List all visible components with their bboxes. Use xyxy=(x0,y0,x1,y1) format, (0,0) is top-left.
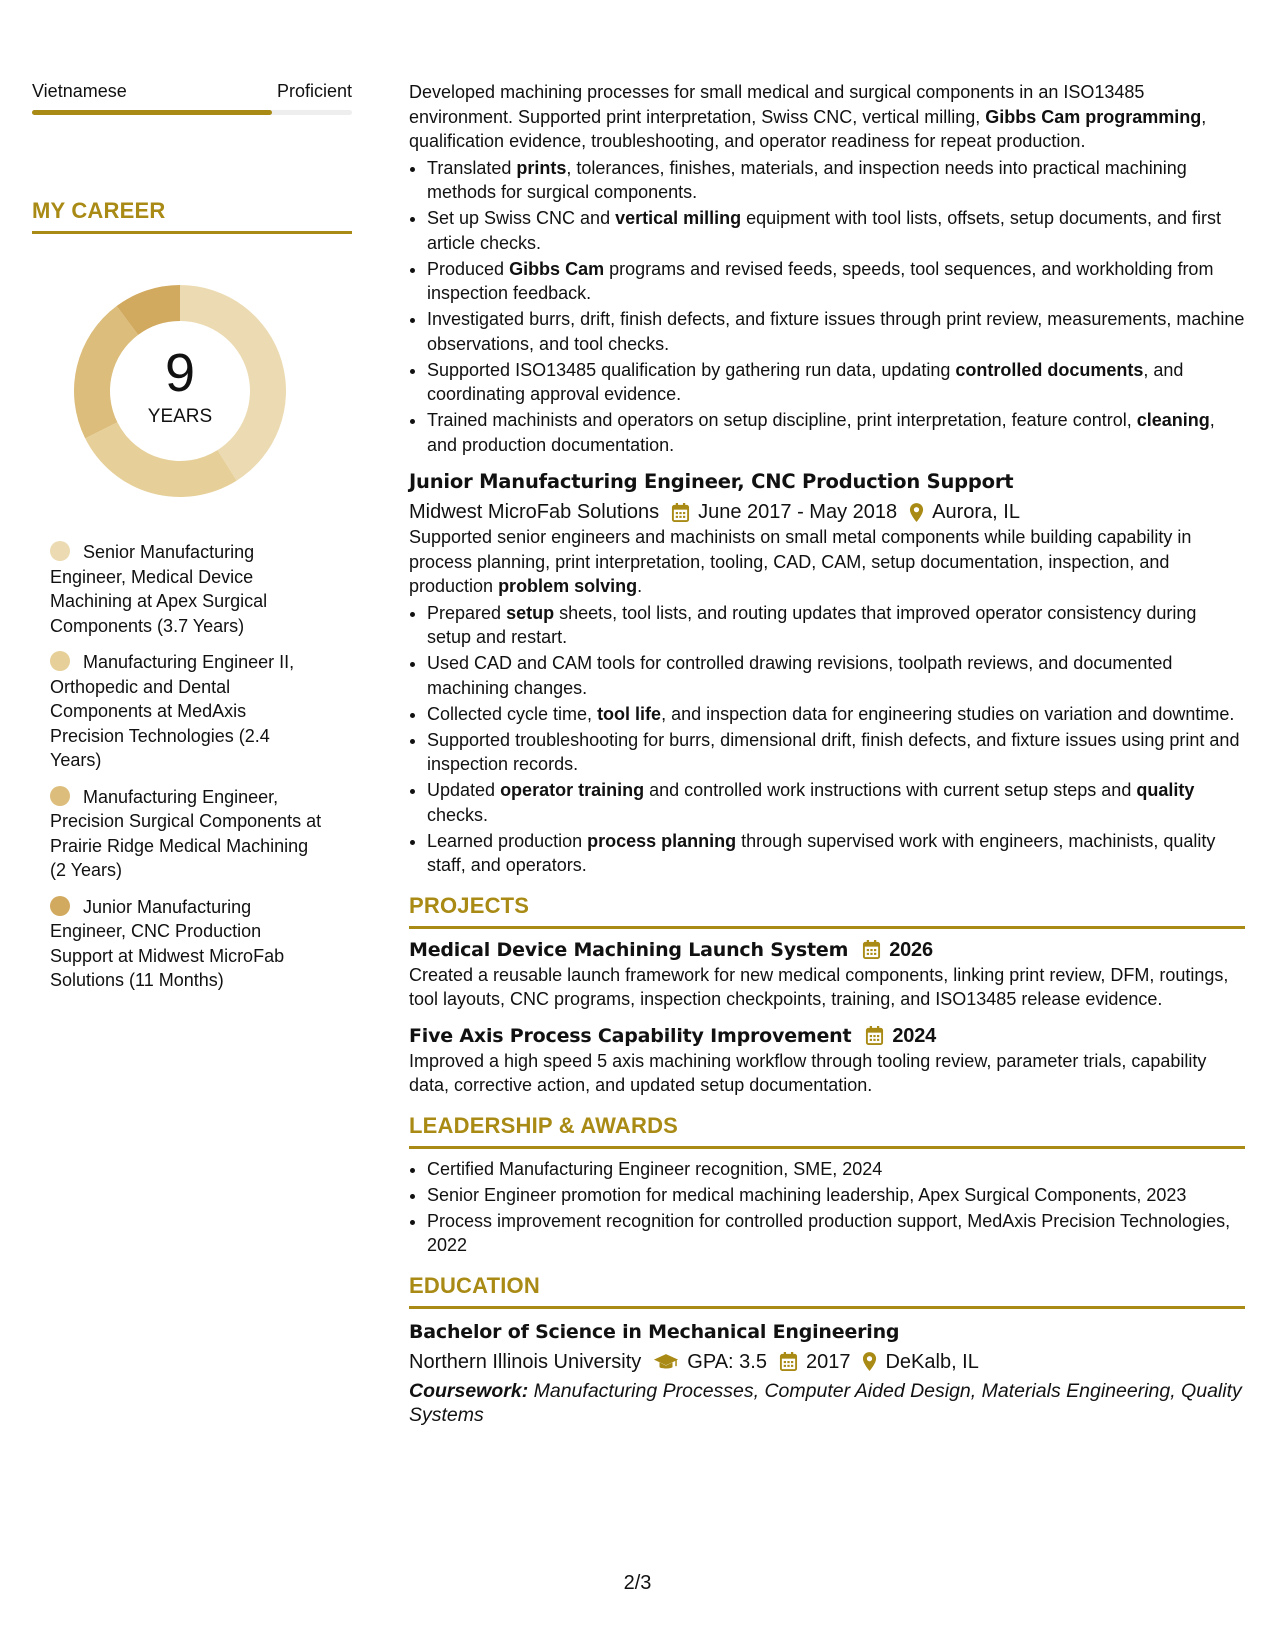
coursework-label: Coursework: xyxy=(409,1379,529,1402)
career-legend-item xyxy=(50,540,324,638)
career-legend xyxy=(32,540,352,993)
language-name: Vietnamese xyxy=(32,81,127,101)
bullet-item: • Produced Gibbs Cam programs and revised feeds, speeds, tool sequences, and workholding from inspection feedback. xyxy=(427,257,1245,306)
projects-section-title: PROJECTS xyxy=(409,892,530,918)
job-dates: June 2017 - May 2018 xyxy=(698,501,898,523)
legend-label: Senior Manufacturing Engineer, Medical Device Machining at Apex Surgical Components (3.7 Years) xyxy=(50,542,268,636)
bullet-item: • Used CAD and CAM tools for controlled drawing revisions, toolpath reviews, and documented machining changes. xyxy=(427,651,1245,700)
degree-title: Bachelor of Science in Mechanical Engineering xyxy=(409,1320,900,1343)
graduation-cap-icon xyxy=(653,1352,679,1371)
previous-job-bullets xyxy=(409,156,1245,458)
project-year: 2024 xyxy=(892,1024,937,1047)
section-divider xyxy=(32,231,352,234)
legend-label: Manufacturing Engineer, Precision Surgical Components at Prairie Ridge Medical Machining (2 Years) xyxy=(50,786,322,880)
career-legend-item xyxy=(50,650,324,773)
bullet-item: • Updated operator training and controlled work instructions with current setup steps and quality checks. xyxy=(427,778,1245,827)
project-name: Medical Device Machining Launch System xyxy=(409,938,849,961)
calendar-icon xyxy=(862,939,881,960)
language-level: Proficient xyxy=(276,81,352,101)
language-level-fill xyxy=(32,110,272,115)
bullet-item: • Investigated burrs, drift, finish defects, and fixture issues through print review, measurements, machine observations, and tool checks. xyxy=(427,307,1245,356)
job-summary: Supported senior engineers and machinists on small metal components while building capability in process planning, print interpretation, tooling, CAD, CAM, setup documentation, inspection, and production problem solving. xyxy=(409,527,1192,596)
bullet-item: • Trained machinists and operators on setup discipline, print interpretation, feature control, cleaning, and production documentation. xyxy=(427,408,1245,457)
bullet-item: • Set up Swiss CNC and vertical milling equipment with tool lists, offsets, setup documents, and first article checks. xyxy=(427,206,1245,255)
main-content xyxy=(409,80,1245,1427)
projects-section xyxy=(409,892,1245,1098)
donut-segment xyxy=(85,422,237,497)
awards-list xyxy=(409,1157,1245,1258)
job-bullets xyxy=(409,601,1245,878)
career-section-title: MY CAREER xyxy=(32,198,166,223)
bullet-item: • Supported troubleshooting for burrs, dimensional drift, finish defects, and fixture issues using print and inspection records. xyxy=(427,728,1245,777)
legend-label: Junior Manufacturing Engineer, CNC Production Support at Midwest MicroFab Solutions (11 Months) xyxy=(50,896,285,990)
education-meta xyxy=(409,1349,1245,1375)
awards-section-title: LEADERSHIP & AWARDS xyxy=(409,1112,679,1138)
awards-section xyxy=(409,1112,1245,1258)
job-company: Midwest MicroFab Solutions xyxy=(409,501,660,523)
education-section xyxy=(409,1272,1245,1427)
legend-label: Manufacturing Engineer II, Orthopedic and Dental Components at MedAxis Precision Technologies (2.4 Years) xyxy=(50,652,295,770)
previous-job-summary: Developed machining processes for small medical and surgical components in an ISO13485 environment. Supported print interpretation, Swiss CNC, vertical milling, Gibbs Cam programming, qualification evidence, troubleshooting, and operator readiness for repeat production. xyxy=(409,82,1207,151)
project-description: Created a reusable launch framework for new medical components, linking print review, DFM, routings, tool layouts, CNC programs, inspection checkpoints, training, and ISO13485 release evidence. xyxy=(409,964,1229,1009)
project-description: Improved a high speed 5 axis machining workflow through tooling review, parameter trials, capability data, corrective action, and updated setup documentation. xyxy=(409,1050,1207,1095)
bullet-item: • Prepared setup sheets, tool lists, and routing updates that improved operator consistency during setup and restart. xyxy=(427,601,1245,650)
bullet-item: • Translated prints, tolerances, finishes, materials, and inspection needs into practical machining methods for surgical components. xyxy=(427,156,1245,205)
bullet-item: • Supported ISO13485 qualification by gathering run data, updating controlled documents, and coordinating approval evidence. xyxy=(427,358,1245,407)
legend-swatch xyxy=(50,541,70,561)
legend-swatch xyxy=(50,786,70,806)
career-total-unit: YEARS xyxy=(147,406,213,427)
gpa: GPA: 3.5 xyxy=(687,1350,767,1373)
education-section-title: EDUCATION xyxy=(409,1272,540,1298)
legend-swatch xyxy=(50,651,70,671)
school-name: Northern Illinois University xyxy=(409,1350,642,1373)
school-location: DeKalb, IL xyxy=(885,1350,979,1373)
section-divider xyxy=(409,926,1245,929)
project-title xyxy=(409,937,1245,963)
language-level-bar xyxy=(32,110,352,115)
coursework-list: Manufacturing Processes, Computer Aided Design, Materials Engineering, Quality Systems xyxy=(409,1379,1242,1426)
career-donut-chart xyxy=(67,278,293,504)
bullet-item: • Learned production process planning through supervised work with engineers, machinists, quality staff, and operators. xyxy=(427,829,1245,878)
legend-swatch xyxy=(50,896,70,916)
project-year: 2026 xyxy=(889,938,933,961)
bullet-item: • Collected cycle time, tool life, and inspection data for engineering studies on variation and downtime. xyxy=(427,702,1245,727)
project-title xyxy=(409,1023,1245,1049)
job-title: Junior Manufacturing Engineer, CNC Production Support xyxy=(409,470,1014,493)
page-number: 2/3 xyxy=(623,1572,652,1594)
graduation-year: 2017 xyxy=(805,1350,851,1373)
career-legend-item xyxy=(50,785,324,883)
section-divider xyxy=(409,1306,1245,1309)
sidebar xyxy=(32,80,352,1005)
section-divider xyxy=(409,1146,1245,1149)
job-meta xyxy=(409,499,1245,525)
calendar-icon xyxy=(865,1025,884,1046)
calendar-icon xyxy=(779,1351,798,1372)
award-item: • Senior Engineer promotion for medical machining leadership, Apex Surgical Components, 2023 xyxy=(427,1183,1245,1208)
location-pin-icon xyxy=(909,502,924,523)
award-item: • Process improvement recognition for controlled production support, MedAxis Precision Technologies, 2022 xyxy=(427,1209,1245,1258)
coursework xyxy=(409,1379,1245,1427)
location-pin-icon xyxy=(862,1351,877,1372)
project-name: Five Axis Process Capability Improvement xyxy=(409,1024,852,1047)
language-row xyxy=(32,80,352,102)
award-item: • Certified Manufacturing Engineer recognition, SME, 2024 xyxy=(427,1157,1245,1182)
job-location: Aurora, IL xyxy=(932,501,1020,523)
career-legend-item xyxy=(50,895,324,993)
career-total-years: 9 xyxy=(164,343,196,403)
calendar-icon xyxy=(671,502,690,523)
